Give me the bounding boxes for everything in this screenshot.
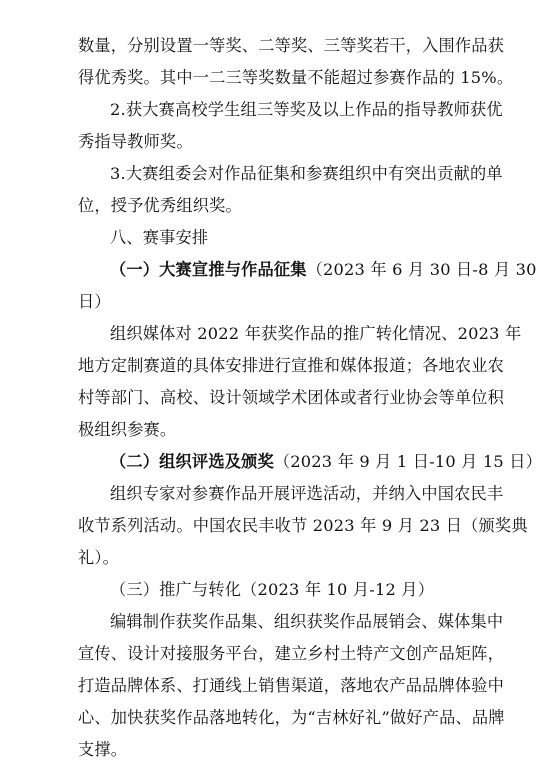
- paragraph-line: 支撑。: [78, 740, 128, 759]
- section-heading: 八、赛事安排: [110, 228, 209, 247]
- paragraph-line: 组织专家对参赛作品开展评选活动，并纳入中国农民丰: [110, 484, 504, 503]
- paragraph-line: 极组织参赛。: [78, 420, 177, 439]
- paragraph-line: 2.获大赛高校学生组三等奖及以上作品的指导教师获优: [110, 100, 503, 119]
- paragraph-line: 位，授予优秀组织奖。: [78, 196, 242, 215]
- paragraph-line: 日）: [78, 292, 111, 311]
- paragraph-line: 收节系列活动。中国农民丰收节 2023 年 9 月 23 日（颁奖典: [78, 516, 528, 535]
- paragraph-line: 3.大赛组委会对作品征集和参赛组织中有突出贡献的单: [110, 164, 503, 183]
- subsection-heading: （三）推广与转化（2023 年 10 月-12 月）: [110, 580, 435, 599]
- subsection-date: （2023 年 6 月 30 日-8 月 30: [306, 260, 537, 279]
- paragraph-line: 得优秀奖。其中一二三等奖数量不能超过参赛作品的 15%。: [78, 68, 514, 87]
- paragraph-line: 秀指导教师奖。: [78, 132, 193, 151]
- paragraph-line: 数量，分别设置一等奖、二等奖、三等奖若干，入围作品获: [78, 36, 505, 55]
- subsection-heading-row: [110, 452, 542, 472]
- paragraph-line: 礼）。: [78, 548, 120, 567]
- paragraph-line: 村等部门、高校、设计领域学术团体或者行业协会等单位积: [78, 388, 505, 407]
- subsection-heading: （一）大赛宣推与作品征集: [110, 260, 307, 279]
- subsection-heading: （二）组织评选及颁奖: [110, 452, 274, 471]
- paragraph-line: 组织媒体对 2022 年获奖作品的推广转化情况、2023 年: [110, 324, 522, 343]
- paragraph-line: 宣传、设计对接服务平台，建立乡村土特产文创产品矩阵，: [78, 644, 505, 663]
- subsection-date: （2023 年 9 月 1 日-10 月 15 日）: [273, 452, 543, 471]
- paragraph-line: 打造品牌体系、打通线上销售渠道，落地农产品品牌体验中: [78, 676, 505, 695]
- subsection-heading-row: [110, 260, 537, 280]
- paragraph-line: 心、加快获奖作品落地转化，为“吉林好礼”做好产品、品牌: [78, 708, 505, 727]
- paragraph-line: 地方定制赛道的具体安排进行宣推和媒体报道；各地农业农: [78, 356, 505, 375]
- paragraph-line: 编辑制作获奖作品集、组织获奖作品展销会、媒体集中: [110, 612, 504, 631]
